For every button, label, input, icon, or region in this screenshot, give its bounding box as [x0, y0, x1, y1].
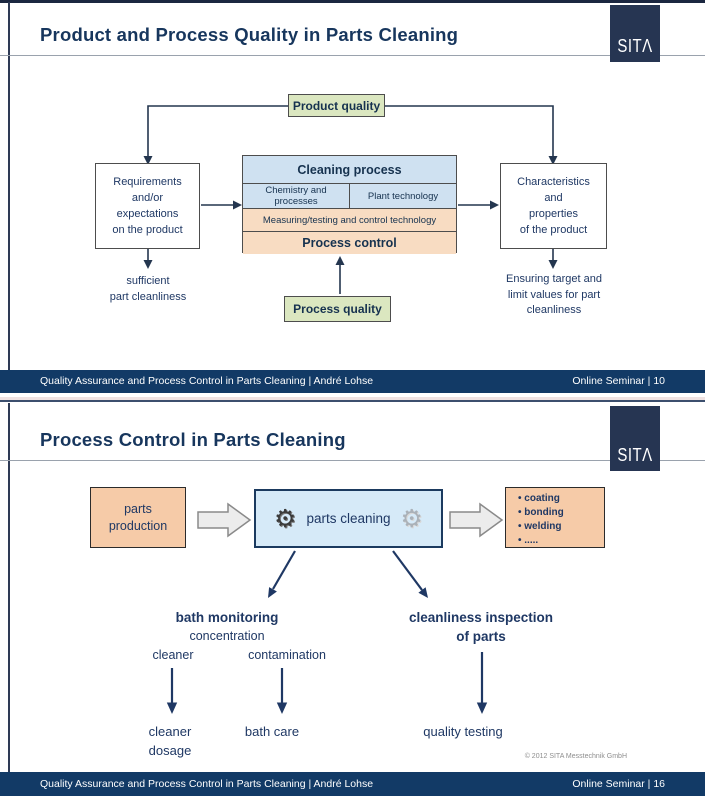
right-note [492, 272, 616, 319]
chemistry-cell: Chemistry and processes [265, 185, 327, 207]
slide2-title: Process Control in Parts Cleaning [40, 429, 346, 450]
slide2-left-edge [8, 403, 10, 772]
slide1-title: Product and Process Quality in Parts Cleaning [40, 24, 459, 45]
slide1-title-rule [0, 55, 705, 56]
characteristics-box [500, 163, 607, 249]
characteristics-line: of the product [519, 224, 588, 236]
slide1-footer-left: Quality Assurance and Process Control in Parts Cleaning | André Lohse [40, 375, 374, 387]
block-arrow-cleaning-to-downstream [450, 504, 502, 536]
left-note-line: part cleanliness [109, 290, 187, 303]
right-note-line: cleanliness [526, 304, 582, 316]
slide2-footer [0, 772, 705, 796]
parts-production-box [90, 487, 186, 548]
arrowhead-down-icon [549, 260, 558, 269]
slide1-footer-page: Online Seminar | 10 [572, 375, 665, 387]
cleaner-dosage-label [149, 722, 192, 760]
arrowhead-down-icon [144, 260, 153, 269]
downstream-box [505, 487, 605, 548]
plant-technology-cell: Plant technology [349, 184, 456, 208]
cleaner-dosage-line: dosage [148, 743, 192, 758]
block-arrow-production-to-cleaning [198, 504, 250, 536]
sita-logo-text: SITΛ [617, 444, 653, 466]
contamination-label: contamination [248, 648, 326, 662]
line-productquality-to-requirements [148, 106, 288, 157]
parts-production-line: production [108, 518, 168, 533]
parts-cleaning-label: parts cleaning [306, 511, 391, 526]
requirements-line: and/or [131, 192, 164, 204]
downstream-item: • coating [518, 492, 564, 506]
right-note-line: Ensuring target and [505, 273, 602, 285]
slide2-footer-left: Quality Assurance and Process Control in Parts Cleaning | André Lohse [40, 778, 374, 790]
cleanliness-inspection-label: cleanliness inspection [408, 610, 554, 625]
left-note-line: sufficient [126, 275, 170, 287]
concentration-label: concentration [189, 629, 265, 643]
arrowhead-down-icon [167, 703, 177, 715]
cleaning-process-header: Cleaning process [243, 156, 456, 183]
requirements-box [95, 163, 200, 249]
characteristics-line: properties [529, 208, 578, 220]
gear-icon-dark: ⚙ [274, 504, 297, 533]
requirements-line: Requirements [113, 176, 182, 188]
slide2-arrowheads [167, 587, 487, 714]
gear-icon-light: ⚙ [400, 504, 423, 533]
product-quality-box: Product quality [288, 94, 385, 117]
sita-logo [610, 5, 660, 62]
requirements-line: on the product [112, 224, 183, 236]
arrowhead-right-icon [490, 201, 499, 210]
requirements-line: expectations [116, 208, 179, 220]
sita-logo-text: SITΛ [617, 35, 653, 57]
of-parts-label: of parts [456, 629, 506, 644]
cleaning-process-split-row [243, 183, 456, 208]
slide1-top-edge [0, 0, 705, 3]
downstream-item: • bonding [518, 506, 564, 520]
slide2-footer-page: Online Seminar | 16 [572, 778, 665, 790]
arrowhead-downleft-icon [268, 587, 277, 598]
arrowhead-up-icon [336, 256, 345, 265]
parts-cleaning-box [254, 489, 443, 548]
downstream-item: • welding [518, 520, 564, 534]
measuring-row: Measuring/testing and control technology [243, 208, 456, 231]
slide1-footer [0, 370, 705, 393]
arrow-cleaning-to-inspection [393, 551, 422, 590]
arrowhead-down-icon [277, 703, 287, 715]
arrowhead-right-icon [233, 201, 242, 210]
line-productquality-to-characteristics [385, 106, 553, 157]
slide2-top-edge [0, 400, 705, 402]
cleaner-dosage-line: cleaner [148, 724, 192, 739]
slide2-title-rule [0, 460, 705, 461]
arrowhead-down-icon [477, 703, 487, 715]
cleaner-label: cleaner [152, 648, 194, 662]
process-control-row: Process control [243, 231, 456, 254]
process-quality-box: Process quality [284, 296, 391, 322]
slide2-arrows [172, 551, 482, 703]
sita-logo [610, 406, 660, 471]
downstream-item: • ..... [518, 534, 564, 548]
characteristics-line: Characteristics [517, 176, 590, 188]
parts-production-line: parts [124, 501, 152, 516]
left-note [87, 274, 209, 305]
cleaning-process-table [242, 155, 457, 253]
arrowhead-downright-icon [418, 587, 428, 598]
bath-monitoring-label: bath monitoring [175, 610, 279, 625]
slide1-left-edge [8, 2, 10, 370]
quality-testing-label: quality testing [423, 724, 503, 739]
bath-care-label: bath care [244, 724, 300, 739]
downstream-list [506, 487, 564, 548]
copyright-note: © 2012 SITA Messtechnik GmbH [524, 753, 627, 760]
characteristics-line: and [544, 192, 563, 204]
arrow-cleaning-to-bathmonitoring [273, 551, 295, 589]
right-note-line: limit values for part [507, 288, 601, 301]
